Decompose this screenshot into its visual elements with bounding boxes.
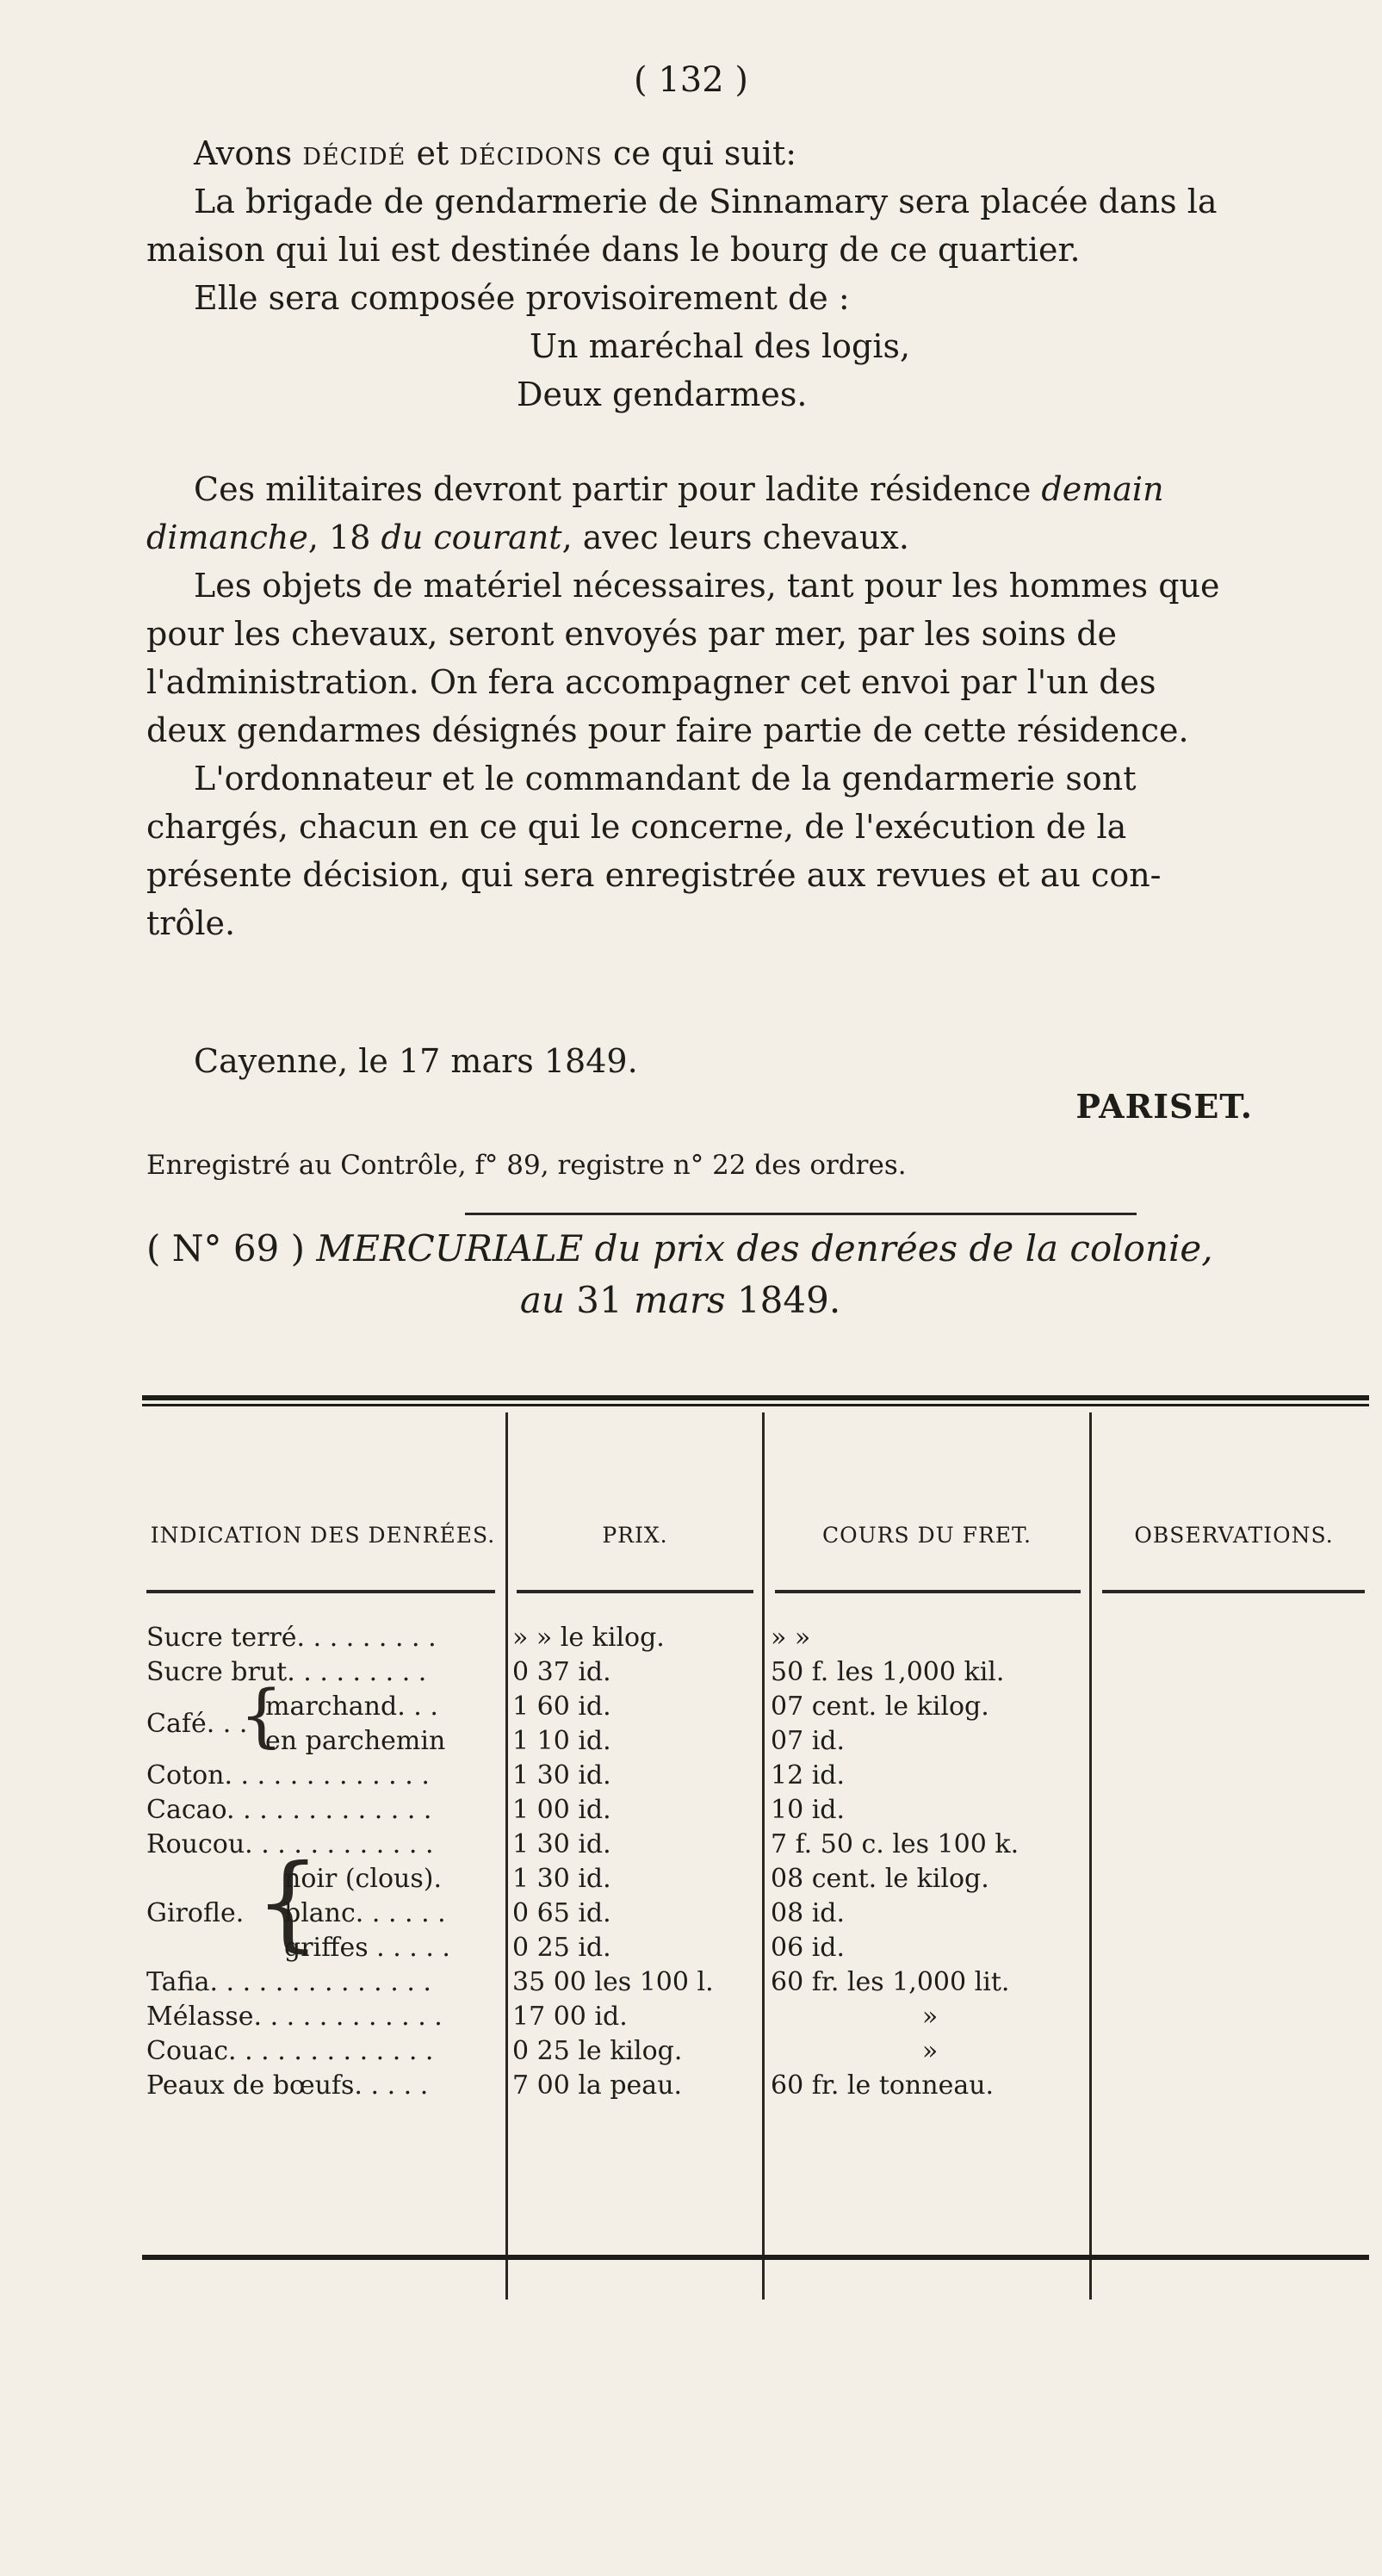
paragraph-4-line-1: Les objets de matériel nécessaires, tant pour les hommes que <box>194 567 1220 605</box>
table-row-product: Mélasse. . . . . . . . . . . . <box>146 2002 443 2032</box>
table-row-product: en parchemin <box>265 1726 446 1756</box>
table-row-product: Tafia. . . . . . . . . . . . . . <box>146 1967 431 1997</box>
header-underline-1 <box>146 1590 495 1593</box>
table-row-freight: 06 id. <box>771 1933 846 1963</box>
table-row-product: marchand. . . <box>265 1691 438 1722</box>
table-row-price: 0 37 id. <box>512 1657 611 1687</box>
paragraph-5-line-2: chargés, chacun en ce qui le concerne, de l'exécution de la <box>146 808 1127 846</box>
table-row-freight: » <box>921 2002 939 2032</box>
date-year: 1849. <box>736 1279 841 1321</box>
table-row-price: 1 60 id. <box>512 1691 611 1722</box>
table-row-freight: » » <box>771 1623 811 1653</box>
date-au: au <box>519 1279 565 1321</box>
table-row-price: 1 00 id. <box>512 1795 611 1825</box>
paragraph-5-line-3: présente décision, qui sera enregistrée aux revues et au con- <box>146 856 1162 894</box>
decree-date: Cayenne, le 17 mars 1849. <box>194 1042 638 1080</box>
opening-word-suit: ce qui suit: <box>613 134 797 172</box>
mercuriale-date <box>146 1275 1335 1326</box>
header-cours-fret: COURS DU FRET. <box>821 1523 1032 1548</box>
table-top-rule <box>142 1395 1369 1400</box>
cafe-group-label: Café. . . <box>146 1709 248 1739</box>
table-row-product: Sucre terré. . . . . . . . . <box>146 1623 437 1653</box>
paragraph-5-line-4: trôle. <box>146 904 236 942</box>
opening-word-avons: Avons <box>194 134 293 172</box>
paragraph-3-line-2 <box>146 513 909 562</box>
paragraph-4-line-3: l'administration. On fera accompagner cet envoi par l'un des <box>146 663 1156 701</box>
list-item-1: Un maréchal des logis, <box>530 327 911 365</box>
paragraph-5-line-1: L'ordonnateur et le commandant de la gendarmerie sont <box>194 760 1137 798</box>
table-row-price: 1 10 id. <box>512 1726 611 1756</box>
paragraph-4-line-4: deux gendarmes désignés pour faire partie de cette résidence. <box>146 711 1189 749</box>
table-bottom-rule <box>142 2255 1369 2260</box>
header-underline-2 <box>517 1590 753 1593</box>
p3-text-f: , avec leurs chevaux. <box>561 518 909 556</box>
registration-note: Enregistré au Contrôle, f° 89, registre n° 22 des ordres. <box>146 1150 907 1181</box>
table-row-freight: 7 f. 50 c. les 100 k. <box>771 1829 1019 1859</box>
table-row-price: 0 25 le kilog. <box>512 2036 683 2066</box>
ordinance-number: ( N° 69 ) <box>146 1227 306 1269</box>
table-row-price: 35 00 les 100 l. <box>512 1967 714 1997</box>
signature: PARISET. <box>1075 1087 1253 1126</box>
p3-text-a: Ces militaires devront partir pour ladite résidence <box>194 470 1032 508</box>
mercuriale-title: MERCURIALE du prix des denrées de la colonie, <box>316 1227 1213 1269</box>
paragraph-4-line-2: pour les chevaux, seront envoyés par mer, par les soins de <box>146 615 1118 653</box>
page-number: ( 132 ) <box>634 60 748 100</box>
opening-word-decide: décidé <box>302 134 406 172</box>
table-row-product: Roucou. . . . . . . . . . . . <box>146 1829 434 1859</box>
table-row-product: blanc. . . . . . <box>284 1898 446 1928</box>
girofle-group-label: Girofle. <box>146 1898 245 1928</box>
table-row-freight: 60 fr. le tonneau. <box>771 2070 995 2101</box>
header-prix: PRIX. <box>602 1523 668 1548</box>
table-row-price: 0 65 id. <box>512 1898 611 1928</box>
p3-text-c: dimanche <box>146 518 308 556</box>
p3-text-e: du courant <box>381 518 562 556</box>
header-underline-3 <box>775 1590 1081 1593</box>
date-day: 31 <box>576 1279 623 1321</box>
p3-text-d: , 18 <box>307 518 371 556</box>
table-row-price: 17 00 id. <box>512 2002 628 2032</box>
table-row-product: Couac. . . . . . . . . . . . . <box>146 2036 434 2066</box>
opening-word-et: et <box>416 134 449 172</box>
mercuriale-heading <box>146 1223 1335 1326</box>
table-row-freight: 12 id. <box>771 1760 846 1791</box>
table-row-price: 1 30 id. <box>512 1829 611 1859</box>
table-row-product: Cacao. . . . . . . . . . . . . <box>146 1795 432 1825</box>
paragraph-3-line-1 <box>194 465 1164 513</box>
decree-opening <box>194 129 796 177</box>
table-row-product: Sucre brut. . . . . . . . . <box>146 1657 427 1687</box>
table-row-price: 1 30 id. <box>512 1864 611 1894</box>
table-row-freight: 08 cent. le kilog. <box>771 1864 989 1894</box>
date-month: mars <box>634 1279 726 1321</box>
table-row-freight: 07 id. <box>771 1726 846 1756</box>
table-row-price: 7 00 la peau. <box>512 2070 683 2101</box>
table-top-rule-2 <box>142 1404 1369 1406</box>
table-row-freight: 07 cent. le kilog. <box>771 1691 989 1722</box>
separator-rule <box>465 1213 1137 1215</box>
p3-text-b: demain <box>1041 470 1164 508</box>
list-item-2: Deux gendarmes. <box>517 376 808 413</box>
table-row-freight: 08 id. <box>771 1898 846 1928</box>
table-row-freight: » <box>921 2036 939 2066</box>
cafe-brace: { <box>239 1675 283 1755</box>
header-underline-4 <box>1102 1590 1365 1593</box>
table-row-product: noir (clous). <box>284 1864 442 1894</box>
header-observations: OBSERVATIONS. <box>1134 1523 1334 1548</box>
table-row-freight: 60 fr. les 1,000 lit. <box>771 1967 1010 1997</box>
girofle-brace: { <box>255 1843 321 1963</box>
paragraph-1-line-1: La brigade de gendarmerie de Sinnamary sera placée dans la <box>194 183 1218 220</box>
table-row-freight: 10 id. <box>771 1795 846 1825</box>
table-row-price: » » le kilog. <box>512 1623 665 1653</box>
opening-word-decidons: décidons <box>459 134 603 172</box>
table-row-product: griffes . . . . . <box>284 1933 450 1963</box>
table-row-freight: 50 f. les 1,000 kil. <box>771 1657 1005 1687</box>
table-row-product: Coton. . . . . . . . . . . . . <box>146 1760 430 1791</box>
table-row-price: 0 25 id. <box>512 1933 611 1963</box>
header-indication: INDICATION DES DENRÉES. <box>150 1523 496 1548</box>
paragraph-2: Elle sera composée provisoirement de : <box>194 279 850 317</box>
table-row-price: 1 30 id. <box>512 1760 611 1791</box>
table-row-product: Peaux de bœufs. . . . . <box>146 2070 429 2101</box>
paragraph-1-line-2: maison qui lui est destinée dans le bourg de ce quartier. <box>146 231 1081 269</box>
